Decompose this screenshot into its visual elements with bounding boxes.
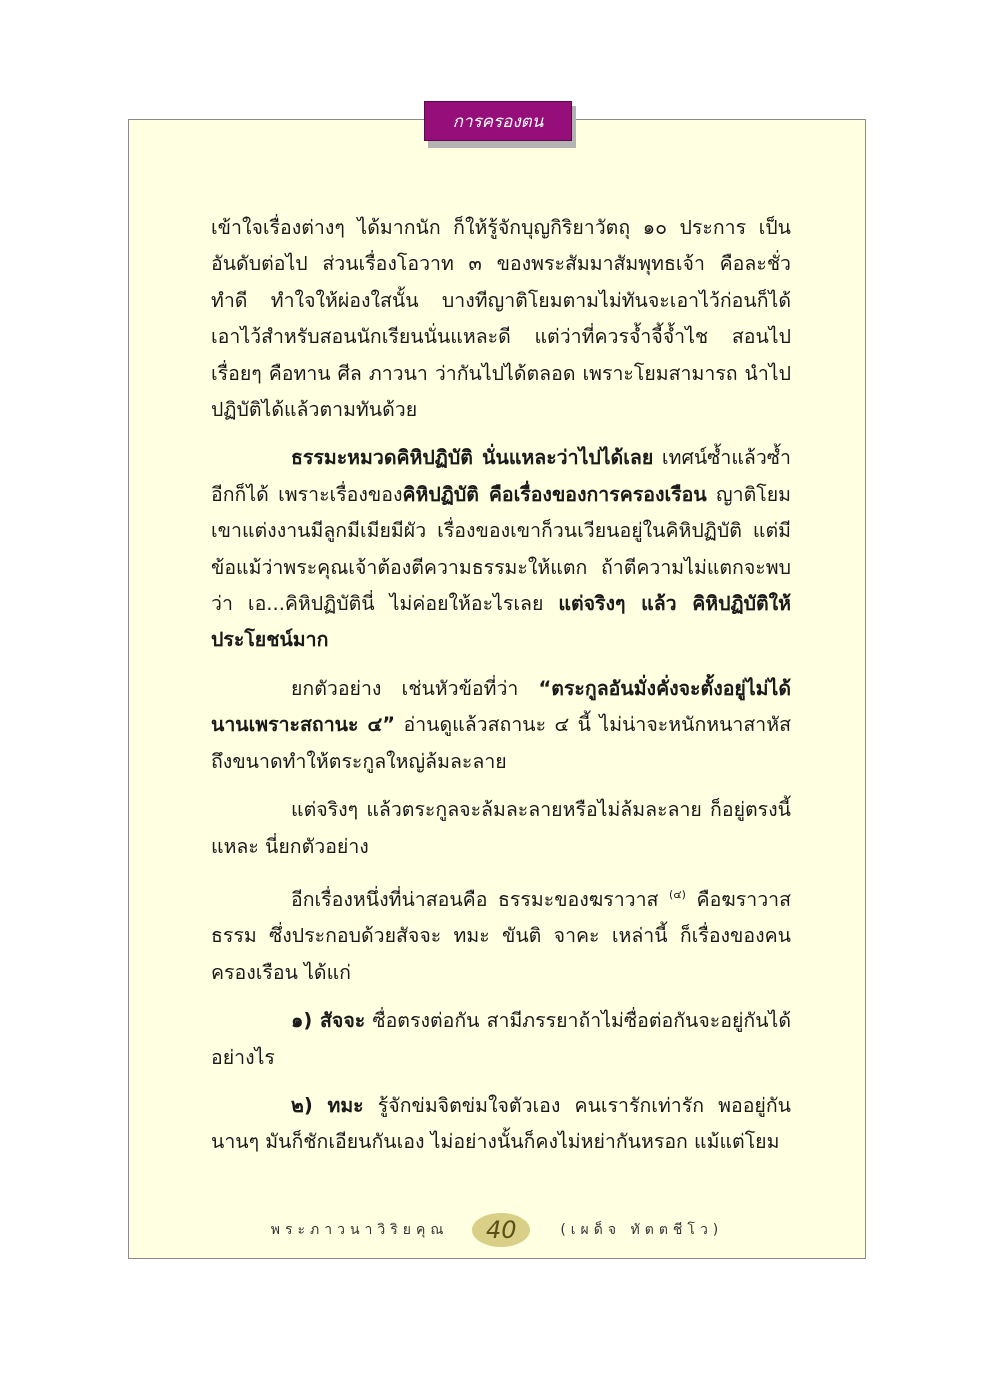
text-run: เข้าใจเรื่องต่างๆ ได้มากนัก ก็ให้รู้จักบุญกิริยาวัตถุ ๑๐ ประการ เป็นอันดับต่อไป ส่วนเรื่องโอวาท ๓ ของพระสัมมาสัมพุทธเจ้า คือละชั่ว ทำดี ทำใจให้ผ่องใสนั้น บางทีญาติโยมตามไม่ทันจะเอาไว้ก่อนก็ได้ เอาไว้สำหรับสอนนักเรียนนั่นแหละดี แต่ว่าที่ควรจ้ำจี้จ้ำไช สอนไปเรื่อยๆ คือทาน ศีล ภาวนา ว่ากันไปได้ตลอด เพราะโยมสามารถ นำไปปฏิบัติได้แล้วตามทันด้วย	[211, 216, 791, 422]
paragraph-5	[211, 877, 791, 991]
text-run: เทศน์ซ้ำแล้วซ้ำอีกก็ได้ เพราะเรื่องของ	[211, 446, 791, 506]
body-text	[211, 210, 791, 1173]
text-run: แต่จริงๆ แล้วตระกูลจะล้มละลายหรือไม่ล้มละลาย ก็อยู่ตรงนี้แหละ นี่ยกตัวอย่าง	[211, 798, 791, 858]
page-number: 40	[472, 1213, 530, 1247]
section-header-tab: การครองตน	[424, 101, 572, 141]
footer-author-name: (เผด็จ ทัตตชีโว)	[560, 1222, 724, 1238]
text-run: อ่านดูแล้วสถานะ ๔ นี้ ไม่น่าจะหนักหนาสาหัสถึงขนาดทำให้ตระกูลใหญ่ล้มละลาย	[211, 713, 791, 773]
paragraph-4	[211, 792, 791, 865]
bold-run: “ตระกูลอันมั่งคั่งจะตั้งอยู่ไม่ได้นานเพราะสถานะ ๔”	[211, 676, 791, 737]
bold-run: ๒) ทมะ	[291, 1093, 364, 1117]
text-run: รู้จักข่มจิตข่มใจตัวเอง คนเรารักเท่ารัก พออยู่กันนานๆ มันก็ชักเอียนกันเอง ไม่อย่างนั้นก็คงไม่หย่ากันหรอก แม้แต่โยม	[211, 1093, 791, 1154]
bold-run: แต่จริงๆ แล้ว คิหิปฏิบัติให้ประโยชน์มาก	[211, 592, 791, 652]
paragraph-2	[211, 440, 791, 658]
footer-author: พระภาวนาวิริยคุณ	[270, 1222, 449, 1238]
text-run: ซื่อตรงต่อกัน สามีภรรยาถ้าไม่ซื่อต่อกันจะอยู่กันได้อย่างไร	[211, 1009, 791, 1069]
text-run: ยกตัวอย่าง เช่นหัวข้อที่ว่า	[291, 676, 539, 700]
bold-run: ธรรมะหมวดคิหิปฏิบัติ นั่นแหละว่าไปได้เลย	[291, 446, 654, 470]
text-run: ญาติโยมเขาแต่งงานมีลูกมีเมียมีผัว เรื่องของเขาก็วนเวียนอยู่ในคิหิปฏิบัติ แต่มีข้อแม้ว่าพระคุณเจ้าต้องตีความธรรมะให้แตก ถ้าตีความไม่แตกจะพบว่า เอ...คิหิปฏิบัตินี่ ไม่ค่อยให้อะไรเลย	[211, 482, 791, 616]
page-footer	[128, 1210, 866, 1250]
text-run: คือฆราวาสธรรม ซึ่งประกอบด้วยสัจจะ ทมะ ขันติ จาคะ เหล่านี้ ก็เรื่องของคนครองเรือน ได้แก่	[211, 887, 792, 984]
text-run: อีกเรื่องหนึ่งที่น่าสอนคือ ธรรมะของฆราวาส	[291, 887, 670, 911]
paragraph-6	[211, 1003, 791, 1076]
bold-run: ๑) สัจจะ	[291, 1009, 366, 1033]
footnote-marker: (๔)	[669, 887, 686, 901]
bold-run: คิหิปฏิบัติ คือเรื่องของการครองเรือน	[402, 482, 707, 506]
paragraph-7	[211, 1088, 791, 1161]
paragraph-1	[211, 210, 791, 428]
paragraph-3	[211, 671, 791, 780]
